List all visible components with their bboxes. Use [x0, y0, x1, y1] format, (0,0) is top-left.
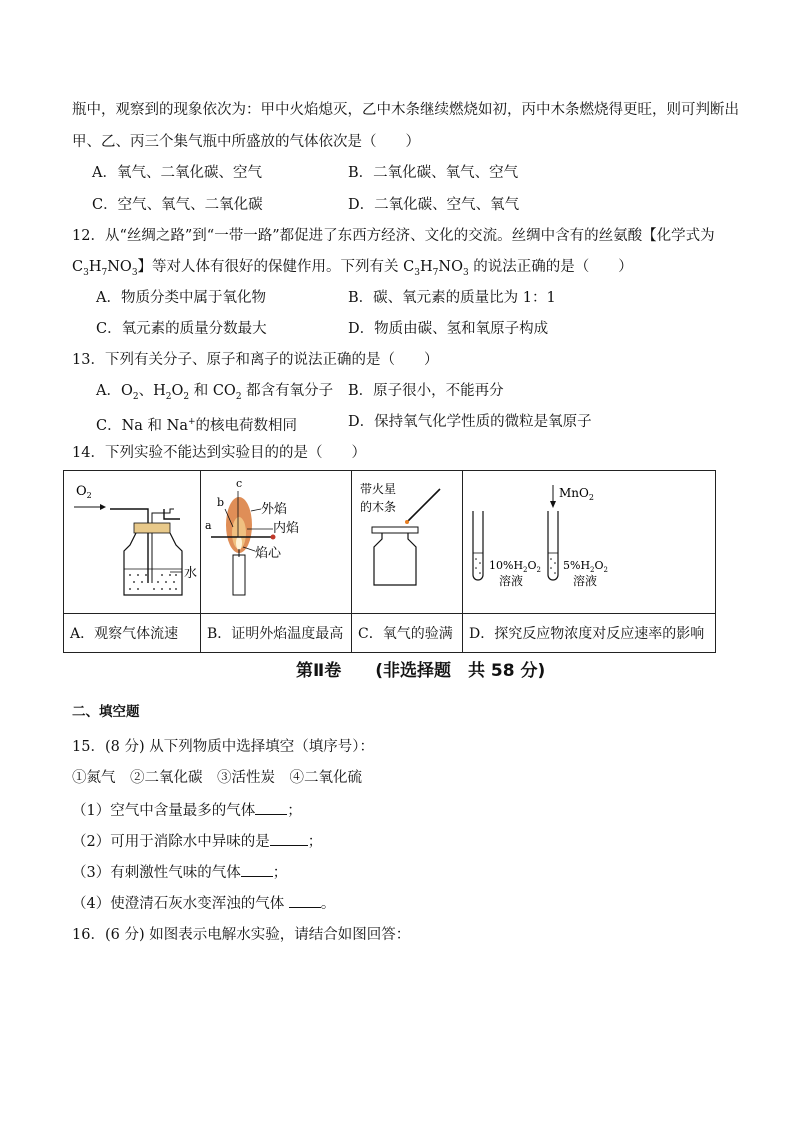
q13-stem: 13．下列有关分子、原子和离子的说法正确的是（ ） [72, 352, 439, 368]
q15-stem: 15．(8 分) 从下列物质中选择填空（填序号）： [72, 739, 374, 755]
fig-a-cell [64, 471, 201, 614]
fig-b-cell [201, 471, 352, 614]
q11-text-line1: 瓶中，观察到的现象依次为：甲中火焰熄灭，乙中木条继续燃烧如初，丙中木条燃烧得更旺，则可判断出 [72, 102, 739, 118]
q15-sub2: （2）可用于消除水中异味的是 ； [72, 831, 322, 852]
q11-option-b[interactable]: B．二氧化碳、氧气、空气 [348, 165, 519, 181]
fig-d-left-solution-label: $10\%H_2O_2$ [489, 559, 542, 574]
q15-sub4: （4）使澄清石灰水变浑浊的气体 。 [72, 893, 335, 914]
fig-b-outer-flame-label: 外焰 [261, 502, 288, 517]
q12-option-c[interactable]: C．氧元素的质量分数最大 [96, 321, 267, 337]
fig-c-cell [352, 471, 463, 614]
q15-blank4[interactable] [289, 893, 321, 908]
q15-sub3: （3）有刺激性气味的气体 ； [72, 862, 287, 883]
fig-c-label-line2: 的木条 [360, 500, 397, 514]
fig-b-inner-flame-label: 内焰 [273, 521, 300, 536]
q15-blank1[interactable] [255, 800, 287, 815]
fig-d-right-solution-word: 溶液 [573, 574, 598, 588]
fig-b-core-flame-label: 焰心 [255, 546, 282, 561]
section-title: 第Ⅱ卷 (非选择题 共 58 分) [296, 661, 546, 681]
fig-d-left-solution-word: 溶液 [499, 574, 524, 588]
q11-option-a[interactable]: A．氧气、二氧化碳、空气 [92, 165, 262, 181]
q12-option-d[interactable]: D．物质由碳、氢和氧原子构成 [348, 321, 549, 337]
fig-a-gas-wash-bottle [64, 471, 200, 609]
q13-option-a[interactable]: A．$O_2$、$H_2O_2$ 和 $CO_2$ 都含有氧分子 [96, 383, 334, 402]
q14-option-b[interactable]: B．证明外焰温度最高 [201, 614, 352, 653]
fig-b-label-b: b [217, 496, 225, 509]
fig-b-label-a: a [205, 519, 212, 532]
q11-text-line2: 甲、乙、丙三个集气瓶中所盛放的气体依次是（ ） [72, 134, 420, 150]
q14-stem: 14．下列实验不能达到实验目的的是（ ） [72, 445, 366, 461]
q16-stem: 16．(6 分) 如图表示电解水实验，请结合如图回答： [72, 927, 411, 943]
fig-a-gas-label: $O_2$ [76, 484, 92, 500]
q13-option-d[interactable]: D．保持氧气化学性质的微粒是氧原子 [348, 414, 592, 430]
q15-blank3[interactable] [241, 862, 273, 877]
q14-option-d[interactable]: D．探究反应物浓度对反应速率的影响 [463, 614, 716, 653]
q12-option-b[interactable]: B．碳、氧元素的质量比为 1：1 [348, 290, 556, 306]
fig-a-water-label: 水 [184, 566, 198, 581]
section-part-heading: 二、填空题 [72, 704, 140, 720]
q12-stem-line2: $C_3H_7NO_3$】等对人体有很好的保健作用。下列有关 $C_3H_7NO_3$ 的说法正确的是（ ） [72, 259, 633, 278]
q14-option-c[interactable]: C．氧气的验满 [352, 614, 463, 653]
q11-option-c[interactable]: C．空气、氧气、二氧化碳 [92, 197, 263, 213]
fig-d-catalyst-label: MnO$_2$ [559, 486, 594, 502]
fig-c-oxygen-test [352, 471, 462, 609]
fig-d-cell [463, 471, 716, 614]
fig-b-candle-flame [201, 471, 351, 609]
q15-sub1: （1）空气中含量最多的气体 ； [72, 800, 302, 821]
fig-d-right-solution-label: $5\%H_2O_2$ [563, 559, 609, 574]
q13-option-c[interactable]: C．Na 和 Na+的核电荷数相同 [96, 417, 298, 434]
q12-option-a[interactable]: A．物质分类中属于氧化物 [96, 290, 266, 306]
fig-c-label-line1: 带火星 [360, 482, 397, 496]
q11-option-d[interactable]: D．二氧化碳、空气、氧气 [348, 197, 520, 213]
q14-experiment-table [63, 470, 716, 653]
q13-option-b[interactable]: B．原子很小，不能再分 [348, 383, 504, 399]
fig-d-reaction-rate [463, 471, 715, 609]
q12-stem-line1: 12．从“丝绸之路”到“一带一路”都促进了东西方经济、文化的交流。丝绸中含有的丝氨酸【化学式为 [72, 228, 715, 244]
fig-b-label-c: c [236, 477, 243, 490]
q15-blank2[interactable] [270, 831, 308, 846]
q14-option-a[interactable]: A．观察气体流速 [64, 614, 201, 653]
q15-options: ①氮气 ②二氧化碳 ③活性炭 ④二氧化硫 [72, 770, 362, 786]
